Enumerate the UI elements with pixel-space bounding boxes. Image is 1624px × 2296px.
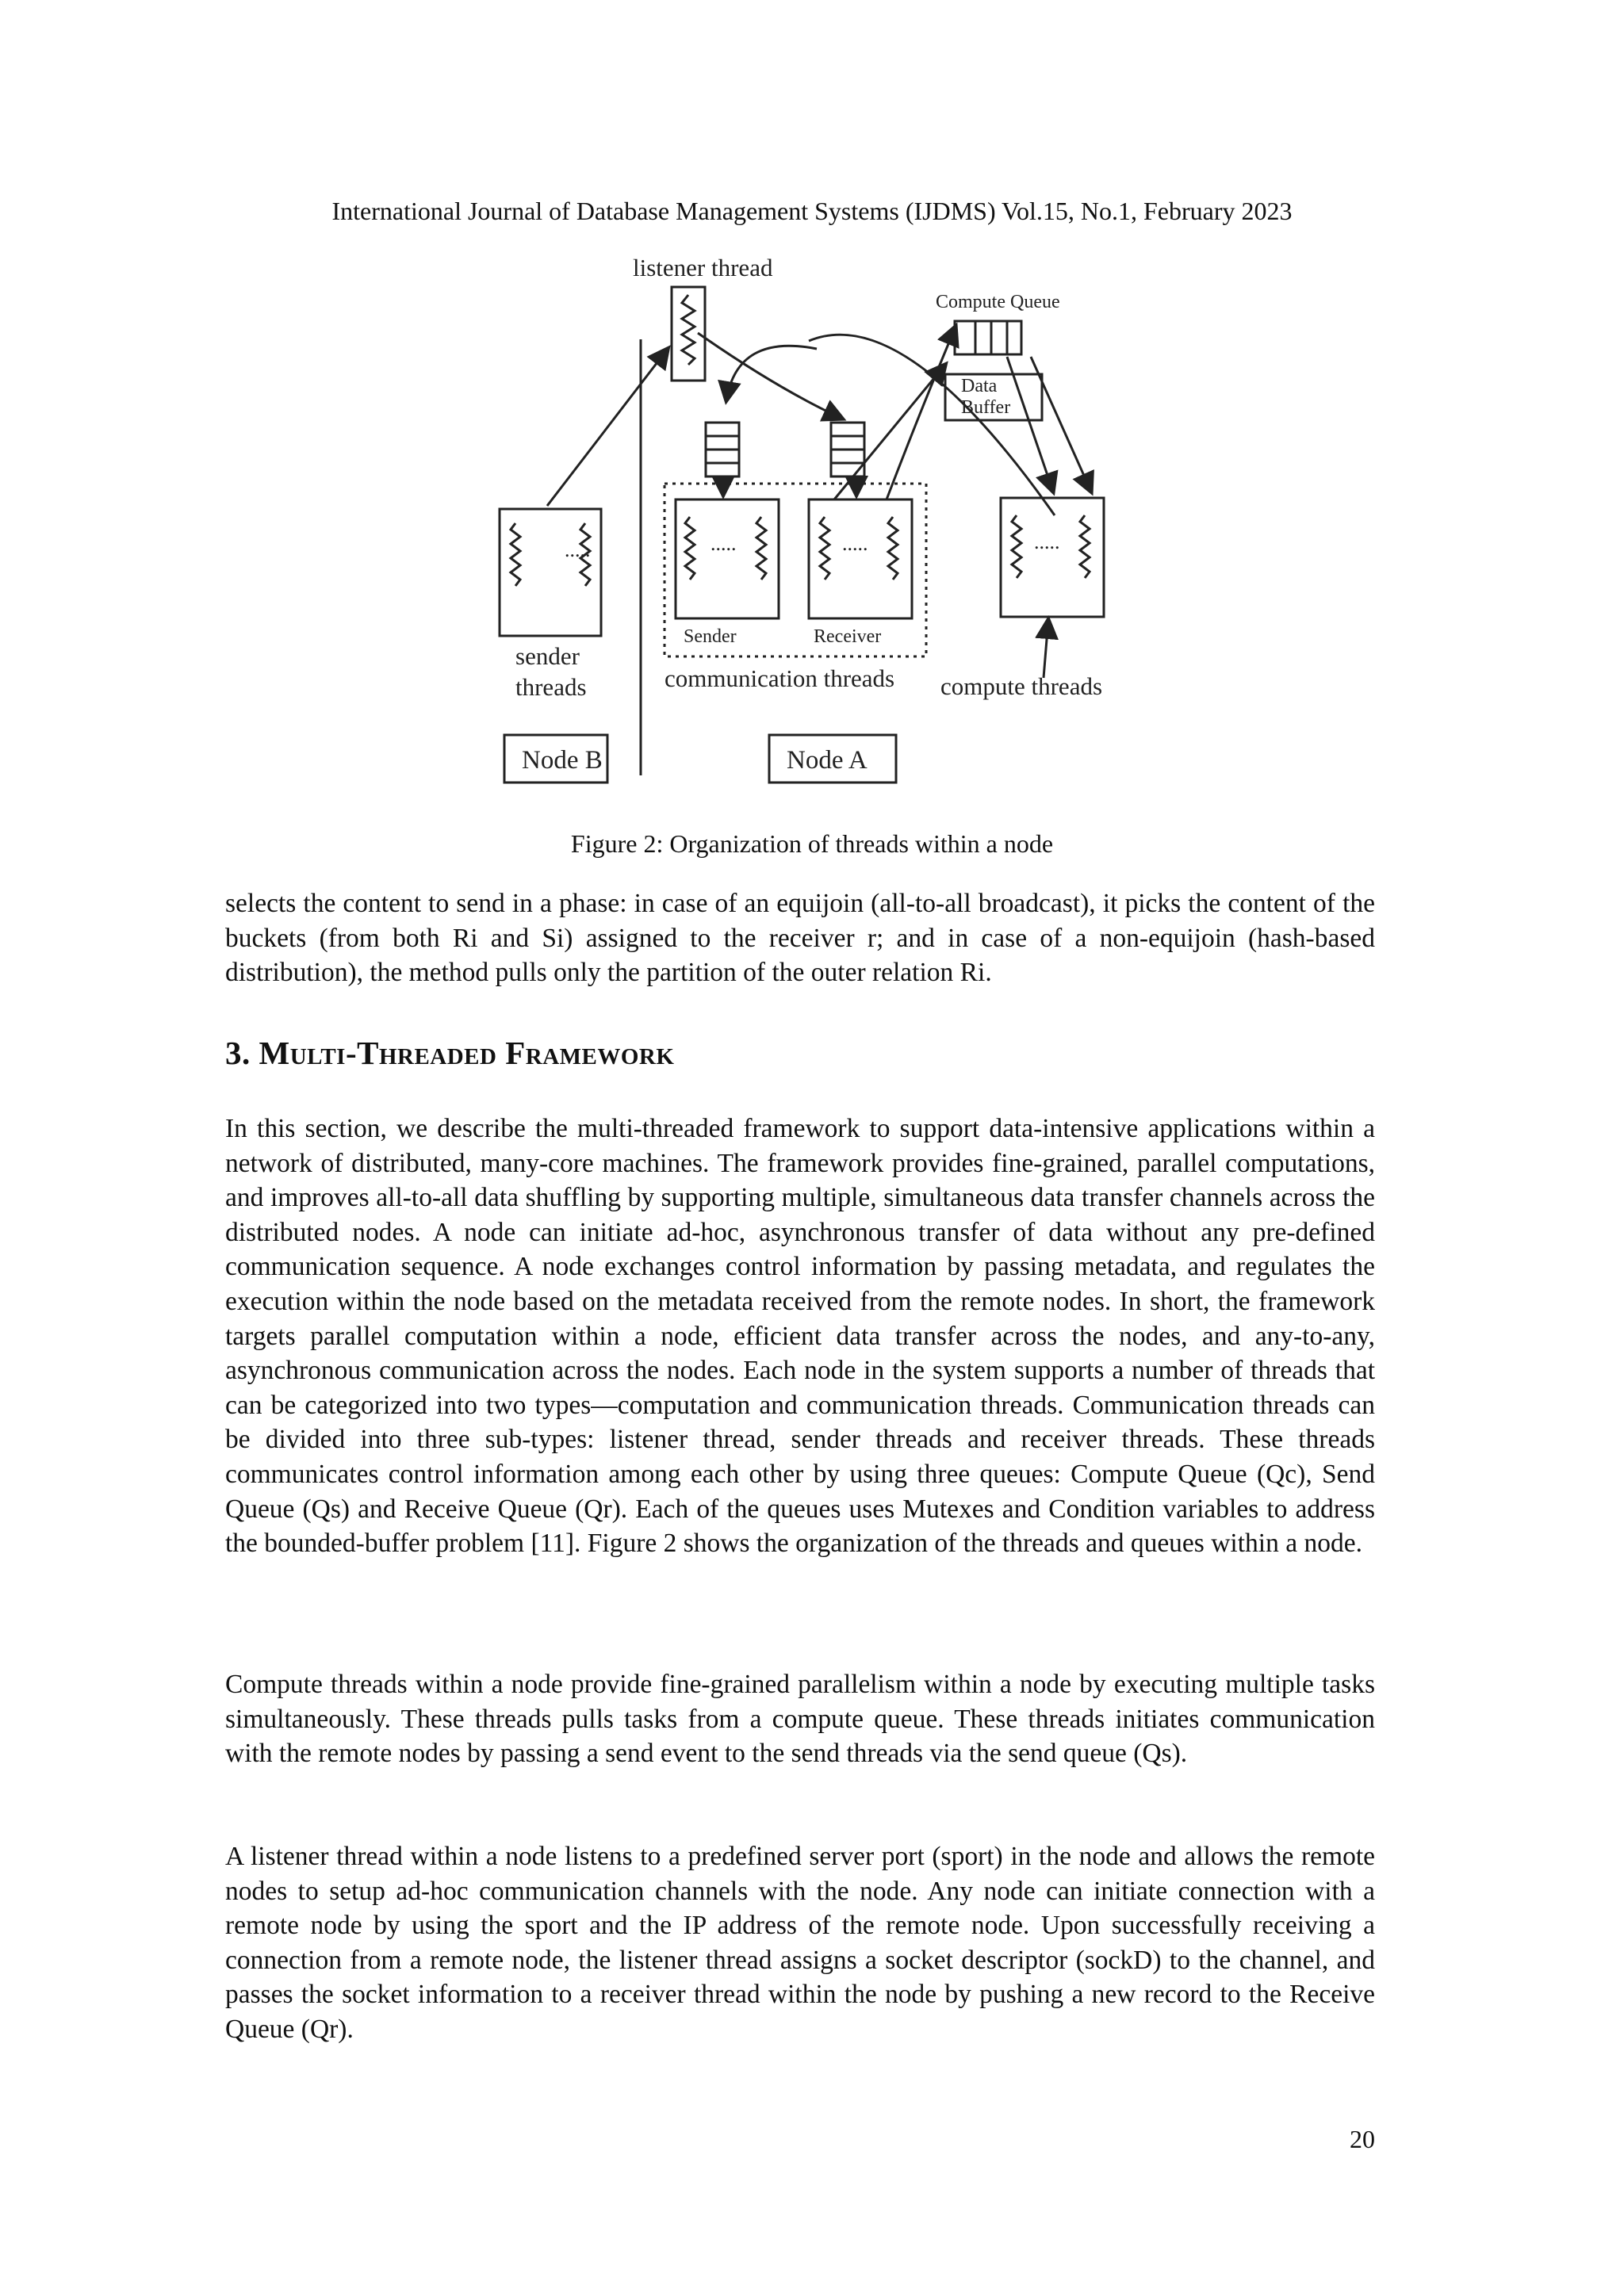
section-title: Multi-Threaded Framework [259, 1035, 675, 1071]
label-sender-threads-2: threads [515, 673, 587, 701]
sender-box [676, 499, 779, 618]
label-listener-thread: listener thread [633, 254, 773, 281]
arrow-compute-label-up [1044, 620, 1048, 678]
receiver-wavy-icon-2 [888, 517, 898, 580]
sender-a-wavy-icon-1 [685, 517, 695, 580]
label-data-buffer-2: Buffer [961, 397, 1011, 418]
sender-a-wavy-icon-2 [756, 517, 766, 580]
label-communication-threads: communication threads [665, 664, 895, 692]
label-compute-queue: Compute Queue [936, 292, 1060, 312]
receiver-wavy-icon-1 [820, 517, 829, 580]
compute-queue-icon [955, 321, 1021, 354]
arrow-data-to-listener-loop [809, 335, 1055, 515]
arrow-listener-to-receiver-queue [698, 333, 842, 419]
section-heading [225, 1034, 674, 1072]
label-data-buffer-1: Data [961, 376, 998, 396]
listener-wavy-icon [682, 295, 695, 365]
label-compute-threads: compute threads [940, 672, 1103, 700]
paragraph-compute-threads: Compute threads within a node provide fine-grained parallelism within a node by executing multiple tasks simultaneously. These threads pulls tasks from a compute queue. These threads initiates communication with the remote nodes by passing a send event to the send threads via the send queue (Qs). [225, 1670, 1375, 1769]
label-receiver: Receiver [814, 626, 882, 647]
svg-text:.....: ..... [1034, 530, 1060, 553]
section-number: 3. [225, 1035, 251, 1071]
svg-text:.....: ..... [842, 532, 868, 555]
thread-organization-figure [0, 0, 1624, 825]
paragraph-framework: In this section, we describe the multi-threaded framework to support data-intensive applications within a network of distributed, many-core machines. The framework provides fine-grained, parallel computations, and improves all-to-all data shuffling by supporting multiple, simultaneous data transfer channels across the distributed nodes. A node can initiate ad-hoc, asynchronous transfer of data without any pre-defined communication sequence. A node exchanges control information by passing metadata, and regulates the execution within the node based on the metadata received from the remote nodes. In short, the framework targets parallel computation within a node, efficient data transfer across the nodes, and any-to-any, asynchronous communication across the nodes. Each node in the system supports a number of threads that can be categorized into two types—computation and communication threads. Communication threads can be divided into three sub-types: listener thread, sender threads and receiver threads. These threads communicates control information among each other by using three queues: Compute Queue (Qc), Send Queue (Qs) and Receive Queue (Qr). Each of the queues uses Mutexes and Condition variables to address the bounded-buffer problem [11]. Figure 2 shows the organization of the threads and queues within a node. [225, 1114, 1375, 1559]
arrow-sender-to-compute-queue [834, 365, 945, 499]
label-node-b: Node B [522, 746, 603, 775]
label-sender: Sender [684, 626, 737, 647]
page-number: 20 [1350, 2125, 1375, 2153]
sender-threads-box [500, 509, 601, 636]
compute-wavy-icon-2 [1080, 515, 1090, 578]
arrow-queue-to-compute-1 [1007, 357, 1053, 492]
journal-header: International Journal of Database Management Systems (IJDMS) Vol.15, No.1, February 2023 [331, 197, 1293, 225]
label-node-a: Node A [787, 746, 868, 775]
arrow-sender-to-listener [547, 349, 668, 506]
svg-text:.....: ..... [710, 532, 737, 555]
label-sender-threads-1: sender [515, 642, 580, 670]
sender-wavy-icon-1 [511, 523, 520, 586]
intro-paragraph: selects the content to send in a phase: in case of an equijoin (all-to-all broadcast), it picks the content of the buckets (from both Ri and Si) assigned to the receiver r; and in case of a non-equijoin (hash-based distribution), the method pulls only the partition of the outer relation Ri. [225, 889, 1375, 988]
paragraph-listener-thread: A listener thread within a node listens to a predefined server port (sport) in the node and allows the remote nodes to setup ad-hoc communication channels with the node. Any node can initiate connection with a remote node by using the sport and the IP address of the remote node. Upon successfully receiving a connection from a remote node, the listener thread assigns a socket descriptor (sockD) to the channel, and passes the socket information to a receiver thread within the node by pushing a new record to the Receive Queue (Qr). [225, 1842, 1375, 2044]
figure-caption: Figure 2: Organization of threads within a node [570, 829, 1054, 858]
svg-text:.....: ..... [565, 538, 591, 561]
compute-wavy-icon-1 [1012, 515, 1021, 578]
arrow-compute-to-send-queue [726, 346, 817, 400]
arrow-buffer-to-compute [1031, 357, 1091, 492]
